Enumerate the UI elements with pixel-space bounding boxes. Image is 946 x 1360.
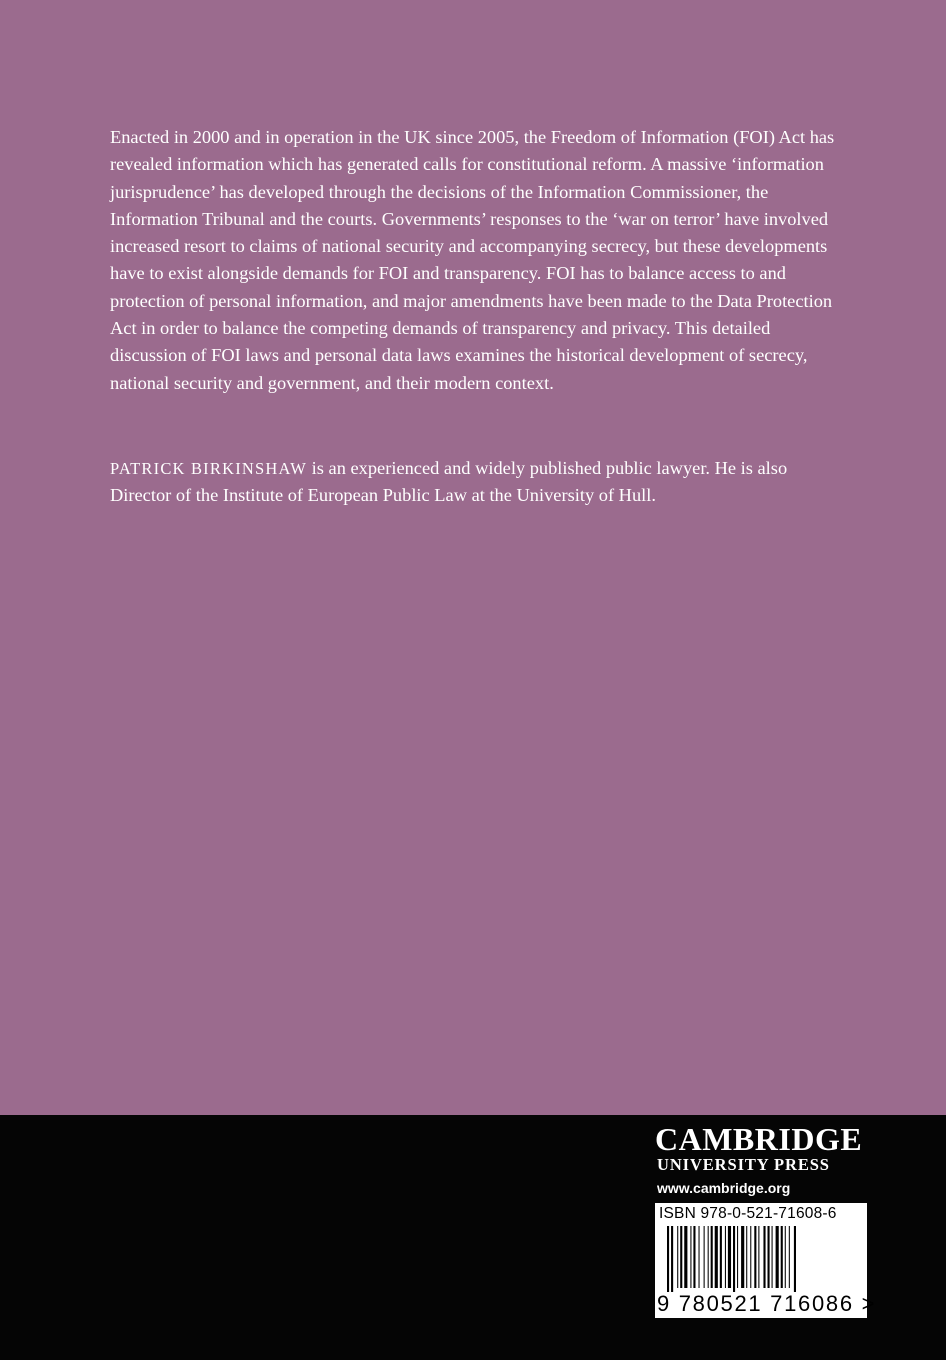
publisher-url: www.cambridge.org (657, 1180, 791, 1196)
barcode-bar (768, 1226, 770, 1288)
isbn-label: ISBN 978-0-521-71608-6 (659, 1205, 837, 1222)
barcode-bar (680, 1226, 682, 1288)
author-bio-text: is an experienced and widely published public lawyer. He is also Director of the Institute of European Public Law at the University of Hull. (110, 458, 788, 506)
publisher-logo-subtitle: UNIVERSITY PRESS (657, 1155, 830, 1174)
barcode-bar (772, 1226, 773, 1288)
barcode-bar (758, 1226, 759, 1288)
isbn-barcode (655, 1203, 877, 1318)
barcode-bar (789, 1226, 790, 1288)
barcode-bar (754, 1226, 756, 1288)
barcode-bars (667, 1226, 857, 1292)
barcode-bar (677, 1226, 678, 1288)
book-description: Enacted in 2000 and in operation in the UK since 2005, the Freedom of Information (FOI) Act has revealed information which has generated calls for constitutional reform. A massive ‘information jurisprudence’ has developed through the decisions of the Information Commissioner, the Information Tribunal and the courts. Governments’ responses to the ‘war on terror’ have involved increased resort to claims of national security and accompanying secrecy, but these developments have to exist alongside demands for FOI and transparency. FOI has to balance access to and protection of personal information, and major amendments have been made to the Data Protection Act in order to balance the competing demands of transparency and privacy. This detailed discussion of FOI laws and personal data laws examines the historical development of secrecy, national security and government, and their modern context. (110, 127, 835, 393)
barcode-bar (737, 1226, 738, 1288)
barcode-bar (733, 1226, 735, 1292)
barcode-bar (776, 1226, 779, 1288)
barcode-bar (693, 1226, 695, 1288)
author-bio (110, 455, 846, 510)
barcode-bar (725, 1226, 726, 1288)
barcode-bar (720, 1226, 722, 1288)
barcode-bar (781, 1226, 783, 1288)
barcode-bar (741, 1226, 744, 1288)
barcode-bar (684, 1226, 687, 1288)
barcode-bar (690, 1226, 691, 1288)
barcode-bar (794, 1226, 796, 1292)
barcode-bar (785, 1226, 786, 1288)
barcode-bar (728, 1226, 731, 1288)
publisher-logo-name: CAMBRIDGE (655, 1121, 863, 1157)
barcode-bar (704, 1226, 705, 1288)
barcode-bar (715, 1226, 718, 1288)
barcode-bar (708, 1226, 709, 1288)
author-name: PATRICK BIRKINSHAW (110, 459, 308, 478)
barcode-bar (763, 1226, 765, 1288)
barcode-bar (711, 1226, 713, 1288)
barcode-bar (667, 1226, 669, 1292)
barcode-bar (746, 1226, 747, 1288)
barcode-digits: 9 780521 716086 > (657, 1291, 877, 1316)
barcode-bar (699, 1226, 700, 1288)
barcode-bar (671, 1226, 673, 1292)
barcode-bar (750, 1226, 751, 1288)
